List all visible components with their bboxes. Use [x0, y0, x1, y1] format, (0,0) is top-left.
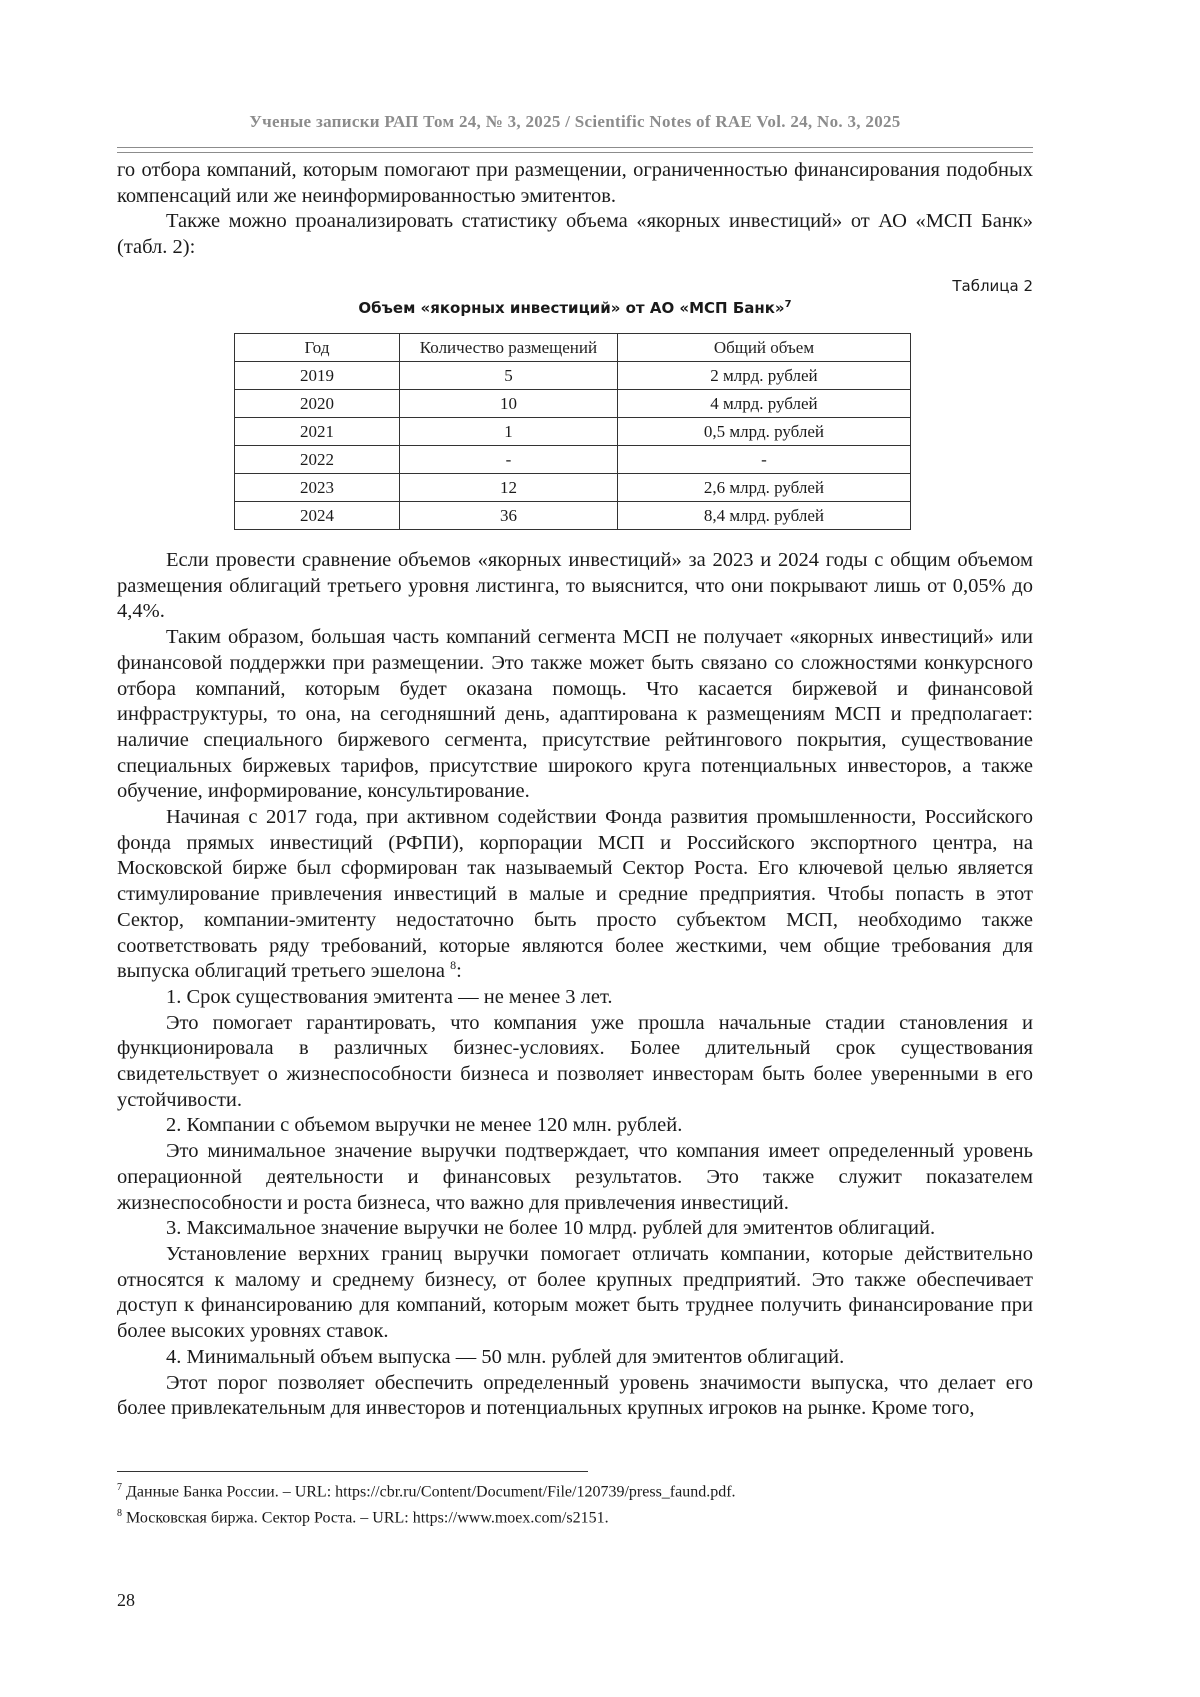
footnote-mark: 8 [117, 1508, 122, 1519]
paragraph: Это помогает гарантировать, что компания уже прошла начальные стадии становления и функционировала в различных бизнес-условиях. Более длительный срок существования свидетельствует о жизнеспособности бизнеса и позволяет инвесторам быть более уверенными в его устойчивости. [117, 1011, 1033, 1111]
header-count: Количество размещений [399, 334, 617, 362]
footnote-ref: 8 [450, 958, 457, 973]
footnote [117, 1478, 1033, 1502]
cell-volume: - [617, 446, 910, 474]
paragraph: Также можно проанализировать статистику объема «якорных инвестиций» от АО «МСП Банк» (табл. 2): [117, 210, 1033, 259]
header-volume: Общий объем [617, 334, 910, 362]
table-row [235, 390, 911, 418]
cell-year: 2019 [235, 362, 400, 390]
cell-volume: 8,4 млрд. рублей [617, 502, 910, 530]
header-rule [117, 147, 1033, 148]
paragraph-end: : [456, 960, 462, 983]
table-row [235, 418, 911, 446]
paragraph: Этот порог позволяет обеспечить определенный уровень значимости выпуска, что делает его более привлекательным для инвесторов и потенциальных крупных игроков на рынке. Кроме того, [117, 1371, 1033, 1420]
header-year: Год [235, 334, 400, 362]
paragraph [117, 805, 1033, 985]
footnote-text: Данные Банка России. – URL: https://cbr.ru/Content/Document/File/120739/press_faund.pdf. [126, 1483, 736, 1501]
table-row [235, 502, 911, 530]
list-item: 1. Срок существования эмитента — не менее 3 лет. [166, 985, 613, 1008]
page-number: 28 [117, 1590, 135, 1610]
table-caption: Таблица 2 [952, 277, 1033, 295]
data-table [234, 333, 911, 530]
header-rule-secondary [117, 152, 1033, 153]
cell-year: 2021 [235, 418, 400, 446]
paragraph-text: Начиная с 2017 года, при активном содействии Фонда развития промышленности, Российского фонда прямых инвестиций (РФПИ), корпорации МСП и Российского экспортного центра, на Московской бирже был сформирован так называемый Сектор Роста. Его ключевой целью является стимулирование привлечения инвестиций в малые и средние предприятия. Чтобы попасть в этот Сектор, компании-эмитенту недостаточно быть просто субъектом МСП, необходимо также соответствовать ряду требований, которые являются более жесткими, чем общие требования для выпуска облигаций третьего эшелона [117, 806, 1033, 983]
table-row [235, 474, 911, 502]
cell-volume: 2 млрд. рублей [617, 362, 910, 390]
cell-volume: 4 млрд. рублей [617, 390, 910, 418]
cell-year: 2020 [235, 390, 400, 418]
table-title [117, 299, 1033, 317]
footnote-text: Московская биржа. Сектор Роста. – URL: https://www.moex.com/s2151. [126, 1509, 609, 1527]
footnote-mark: 7 [117, 1482, 122, 1493]
cell-count: 36 [399, 502, 617, 530]
footnote-ref: 7 [784, 299, 792, 310]
cell-count: 10 [399, 390, 617, 418]
cell-count: 1 [399, 418, 617, 446]
list-item: 3. Максимальное значение выручки не более 10 млрд. рублей для эмитентов облигаций. [166, 1217, 936, 1240]
table-row [235, 446, 911, 474]
table-header-row [235, 334, 911, 362]
cell-volume: 0,5 млрд. рублей [617, 418, 910, 446]
footnote [117, 1504, 1033, 1528]
cell-count: 12 [399, 474, 617, 502]
cell-year: 2024 [235, 502, 400, 530]
footnote-rule [117, 1471, 588, 1472]
table-title-text: Объем «якорных инвестиций» от АО «МСП Банк» [358, 299, 785, 317]
main-text [117, 548, 1033, 1422]
cell-count: - [399, 446, 617, 474]
table-row [235, 362, 911, 390]
cell-year: 2022 [235, 446, 400, 474]
cell-volume: 2,6 млрд. рублей [617, 474, 910, 502]
list-item: 2. Компании с объемом выручки не менее 120 млн. рублей. [166, 1114, 683, 1137]
paragraph: Это минимальное значение выручки подтверждает, что компания имеет определенный уровень операционной деятельности и финансовых результатов. Это также служит показателем жизнеспособности и роста бизнеса, что важно для привлечения инвестиций. [117, 1140, 1033, 1214]
list-item: 4. Минимальный объем выпуска — 50 млн. рублей для эмитентов облигаций. [166, 1345, 845, 1368]
cell-count: 5 [399, 362, 617, 390]
text-before-table [117, 158, 1033, 261]
running-head: Ученые записки РАП Том 24, № 3, 2025 / Scientific Notes of RAE Vol. 24, No. 3, 2025 [249, 112, 901, 131]
paragraph: Если провести сравнение объемов «якорных инвестиций» за 2023 и 2024 годы с общим объемом размещения облигаций третьего уровня листинга, то выяснится, что они покрывают лишь от 0,05% до 4,4%. [117, 549, 1033, 623]
cell-year: 2023 [235, 474, 400, 502]
paragraph: го отбора компаний, которым помогают при размещении, ограниченностью финансирования подобных компенсаций или же неинформированностью эмитентов. [117, 159, 1033, 207]
paragraph: Таким образом, большая часть компаний сегмента МСП не получает «якорных инвестиций» или финансовой поддержки при размещении. Это также может быть связано со сложностями конкурсного отбора компаний, которым будет оказана помощь. Что касается биржевой и финансовой инфраструктуры, то она, на сегодняшний день, адаптирована к размещениям МСП и предполагает: наличие специального биржевого сегмента, присутствие рейтингового покрытия, существование специальных биржевых тарифов, присутствие широкого круга потенциальных инвесторов, а также обучение, информирование, консультирование. [117, 626, 1033, 803]
paragraph: Установление верхних границ выручки помогает отличать компании, которые действительно относятся к малому и среднему бизнесу, от более крупных предприятий. Это также обеспечивает доступ к финансированию для компаний, которым может быть труднее получить финансирование при более высоких уровнях ставок. [117, 1242, 1033, 1343]
